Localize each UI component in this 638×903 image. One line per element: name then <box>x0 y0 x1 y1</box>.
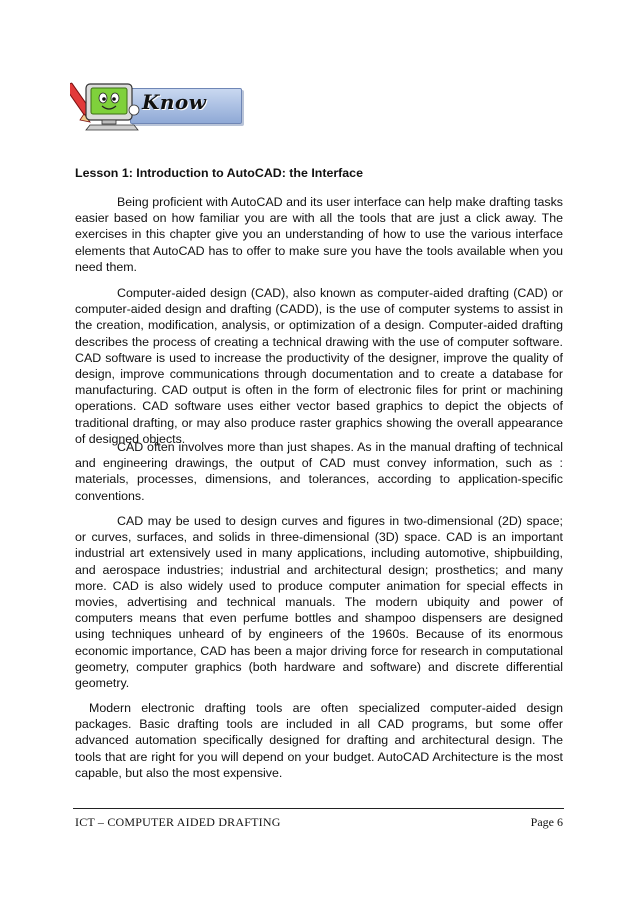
badge-word: Know <box>142 90 207 114</box>
paragraph-cad-uses: CAD may be used to design curves and figures in two-dimensional (2D) space; or curves, surfaces, and solids in three-dimensional (3D) space. CAD is an important industrial art extensively used in many applications, including automotive, shipbuilding, and aerospace industries; industrial and architectural design; prosthetics; and many more. CAD is also widely used to produce computer animation for special effects in movies, advertising and technical manuals. The modern ubiquity and power of computers means that even perfume bottles and shampoo dispensers are designed using techniques unheard of by engineers of the 1960s. Because of its enormous economic importance, CAD has been a major driving force for research in computational geometry, computer graphics (both hardware and software) and discrete differential geometry. <box>75 514 563 691</box>
footer-rule <box>73 808 564 809</box>
paragraph-drafting-tools: Modern electronic drafting tools are often specialized computer-aided design packages. Basic drafting tools are included in all CAD programs, but some offer advanced automation specifically designed for drafting and architectural design. The tools that are right for you will depend on your budget. AutoCAD Architecture is the most capable, but also the most expensive. <box>75 701 563 780</box>
paragraph-cad-shapes: CAD often involves more than just shapes. As in the manual drafting of technical and engineering drawings, the output of CAD must convey information, such as : materials, processes, dimensions, and tolerances, according to application-specific conventions. <box>75 440 563 503</box>
footer-course-title: ICT – COMPUTER AIDED DRAFTING <box>75 815 281 829</box>
computer-mascot-icon <box>70 78 150 132</box>
lesson-title: Lesson 1: Introduction to AutoCAD: the Interface <box>75 166 363 180</box>
footer-page-number: Page 6 <box>530 815 563 829</box>
paragraph-interface: Being proficient with AutoCAD and its user interface can help make drafting tasks easier based on how familiar you are with all the tools that are just a click away. The exercises in this chapter give you an understanding of how to use the various interface elements that AutoCAD has to offer to make sure you have the tools available when you need them. <box>75 195 563 274</box>
paragraph-cad-definition: Computer-aided design (CAD), also known as computer-aided drafting (CAD) or computer-aided design and drafting (CADD), is the use of computer systems to assist in the creation, modification, analysis, or optimization of a design. Computer-aided drafting describes the process of creating a technical drawing with the use of computer software. CAD software is used to increase the productivity of the designer, improve the quality of design, improve communications through documentation and to create a database for manufacturing. CAD output is often in the form of electronic files for print or machining operations. CAD software uses either vector based graphics to depict the objects of traditional drafting, or may also produce raster graphics showing the overall appearance of designed objects. <box>75 286 563 446</box>
know-badge <box>70 78 245 132</box>
